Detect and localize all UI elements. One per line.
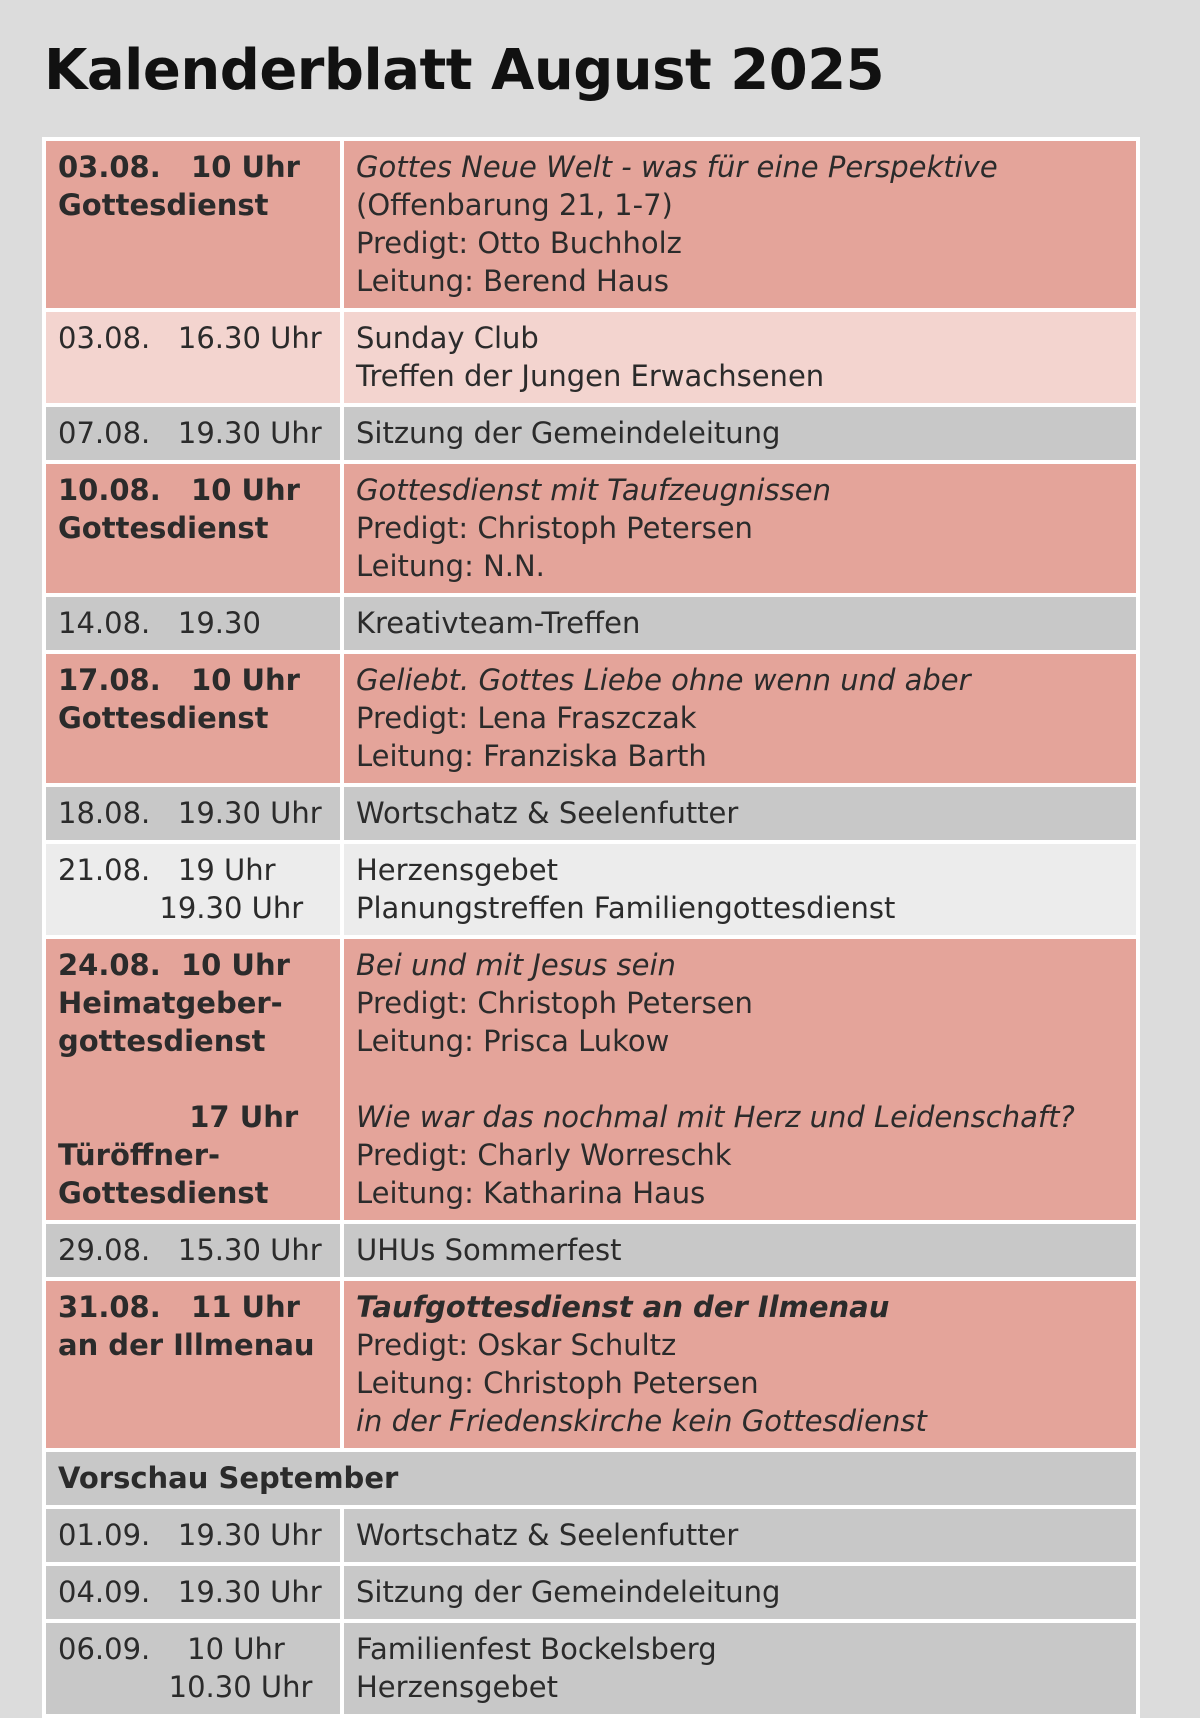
event-preacher: Predigt: Christoph Petersen — [356, 511, 753, 545]
event-details-cell — [342, 652, 1138, 785]
event-date-cell — [44, 1279, 342, 1450]
event-theme: Geliebt. Gottes Liebe ohne wenn und aber — [356, 663, 971, 697]
event-date: 10.08. 10 Uhr — [58, 473, 300, 507]
calendar-table — [42, 137, 1140, 1718]
event-note: in der Friedenskirche kein Gottesdienst — [356, 1404, 927, 1438]
event-date: 21.08. 19 Uhr — [58, 853, 276, 887]
table-row — [44, 462, 1138, 595]
event-location: an der Illmenau — [58, 1328, 315, 1362]
event-lead: Leitung: Prisca Lukow — [356, 1024, 670, 1058]
event-time: 10.30 Uhr — [58, 1670, 313, 1704]
event-details-cell — [342, 785, 1138, 842]
event-date: 06.09. 10 Uhr — [58, 1632, 285, 1666]
event-type: Gottesdienst — [58, 188, 269, 222]
event-date-cell — [44, 139, 342, 310]
event-date-cell — [44, 310, 342, 405]
event-theme: Taufgottesdienst an der Ilmenau — [356, 1290, 890, 1324]
event-theme: Wie war das nochmal mit Herz und Leidenschaft? — [356, 1100, 1075, 1134]
table-row — [44, 785, 1138, 842]
spacer — [356, 1060, 1126, 1098]
table-row — [44, 1222, 1138, 1279]
event-details-cell — [342, 1507, 1138, 1564]
event-type: Gottesdienst — [58, 511, 269, 545]
event-title: Kreativteam-Treffen — [356, 606, 641, 640]
event-type: Gottesdienst — [58, 701, 269, 735]
page-title: Kalenderblatt August 2025 — [44, 38, 885, 103]
event-date-cell — [44, 1564, 342, 1621]
event-preacher: Predigt: Charly Worreschk — [356, 1138, 732, 1172]
table-row — [44, 1507, 1138, 1564]
event-date: 17.08. 10 Uhr — [58, 663, 300, 697]
event-details-cell — [342, 1222, 1138, 1279]
event-date: 24.08. 10 Uhr — [58, 948, 290, 982]
event-lead: Leitung: Franziska Barth — [356, 739, 707, 773]
event-lead: Leitung: Berend Haus — [356, 264, 670, 298]
event-preacher: Predigt: Oskar Schultz — [356, 1328, 677, 1362]
event-date: 07.08. 19.30 Uhr — [58, 416, 322, 450]
event-details-cell — [342, 842, 1138, 937]
event-time: 17 Uhr — [58, 1100, 299, 1134]
event-details-cell — [342, 139, 1138, 310]
event-date-cell — [44, 785, 342, 842]
event-type: Heimatgeber- — [58, 986, 283, 1020]
event-date: 18.08. 19.30 Uhr — [58, 796, 322, 830]
event-details-cell — [342, 462, 1138, 595]
event-date-cell — [44, 652, 342, 785]
table-row — [44, 595, 1138, 652]
event-theme: Gottesdienst mit Taufzeugnissen — [356, 473, 831, 507]
event-title: Sitzung der Gemeindeleitung — [356, 1575, 781, 1609]
event-preacher: Predigt: Otto Buchholz — [356, 226, 682, 260]
table-row — [44, 1621, 1138, 1716]
event-title: Herzensgebet — [356, 1670, 558, 1704]
event-details-cell — [342, 937, 1138, 1222]
event-date-cell — [44, 1507, 342, 1564]
event-date-cell — [44, 595, 342, 652]
event-time: 19.30 Uhr — [58, 891, 304, 925]
event-date-cell — [44, 1621, 342, 1716]
event-lead: Leitung: Katharina Haus — [356, 1176, 706, 1210]
event-date-cell — [44, 405, 342, 462]
event-theme: Bei und mit Jesus sein — [356, 948, 676, 982]
table-row — [44, 937, 1138, 1222]
table-row — [44, 310, 1138, 405]
event-type: Türöffner- — [58, 1138, 221, 1172]
table-row — [44, 405, 1138, 462]
event-details-cell — [342, 1621, 1138, 1716]
event-type: Gottesdienst — [58, 1176, 269, 1210]
event-details-cell — [342, 310, 1138, 405]
event-title: Herzensgebet — [356, 853, 558, 887]
event-preacher: Predigt: Lena Fraszczak — [356, 701, 697, 735]
event-date: 31.08. 11 Uhr — [58, 1290, 300, 1324]
event-title: Sunday Club — [356, 321, 539, 355]
event-date: 14.08. 19.30 — [58, 606, 261, 640]
table-row — [44, 652, 1138, 785]
table-row — [44, 842, 1138, 937]
event-lead: Leitung: N.N. — [356, 549, 545, 583]
event-details-cell — [342, 1279, 1138, 1450]
table-row — [44, 1564, 1138, 1621]
event-details-cell — [342, 595, 1138, 652]
event-title: Wortschatz & Seelenfutter — [356, 1518, 739, 1552]
event-date-cell — [44, 842, 342, 937]
event-lead: Leitung: Christoph Petersen — [356, 1366, 759, 1400]
table-row — [44, 1279, 1138, 1450]
section-heading: Vorschau September — [44, 1450, 1138, 1507]
table-row — [44, 139, 1138, 310]
spacer — [58, 1060, 330, 1098]
event-date-cell — [44, 937, 342, 1222]
event-date-cell — [44, 462, 342, 595]
event-date: 03.08. 10 Uhr — [58, 150, 300, 184]
event-title: Planungstreffen Familiengottesdienst — [356, 891, 896, 925]
event-details-cell — [342, 405, 1138, 462]
event-theme: Gottes Neue Welt - was für eine Perspektive — [356, 150, 998, 184]
event-type: gottesdienst — [58, 1024, 266, 1058]
event-date: 04.09. 19.30 Uhr — [58, 1575, 322, 1609]
event-date: 29.08. 15.30 Uhr — [58, 1233, 322, 1267]
event-date-cell — [44, 1222, 342, 1279]
event-title: UHUs Sommerfest — [356, 1233, 622, 1267]
event-details-cell — [342, 1564, 1138, 1621]
event-detail: Treffen der Jungen Erwachsenen — [356, 359, 825, 393]
event-date: 03.08. 16.30 Uhr — [58, 321, 322, 355]
event-title: Familienfest Bockelsberg — [356, 1632, 717, 1666]
event-preacher: Predigt: Christoph Petersen — [356, 986, 753, 1020]
event-title: Sitzung der Gemeindeleitung — [356, 416, 781, 450]
event-title: Wortschatz & Seelenfutter — [356, 796, 739, 830]
section-row — [44, 1450, 1138, 1507]
event-detail: (Offenbarung 21, 1-7) — [356, 188, 673, 222]
event-date: 01.09. 19.30 Uhr — [58, 1518, 322, 1552]
